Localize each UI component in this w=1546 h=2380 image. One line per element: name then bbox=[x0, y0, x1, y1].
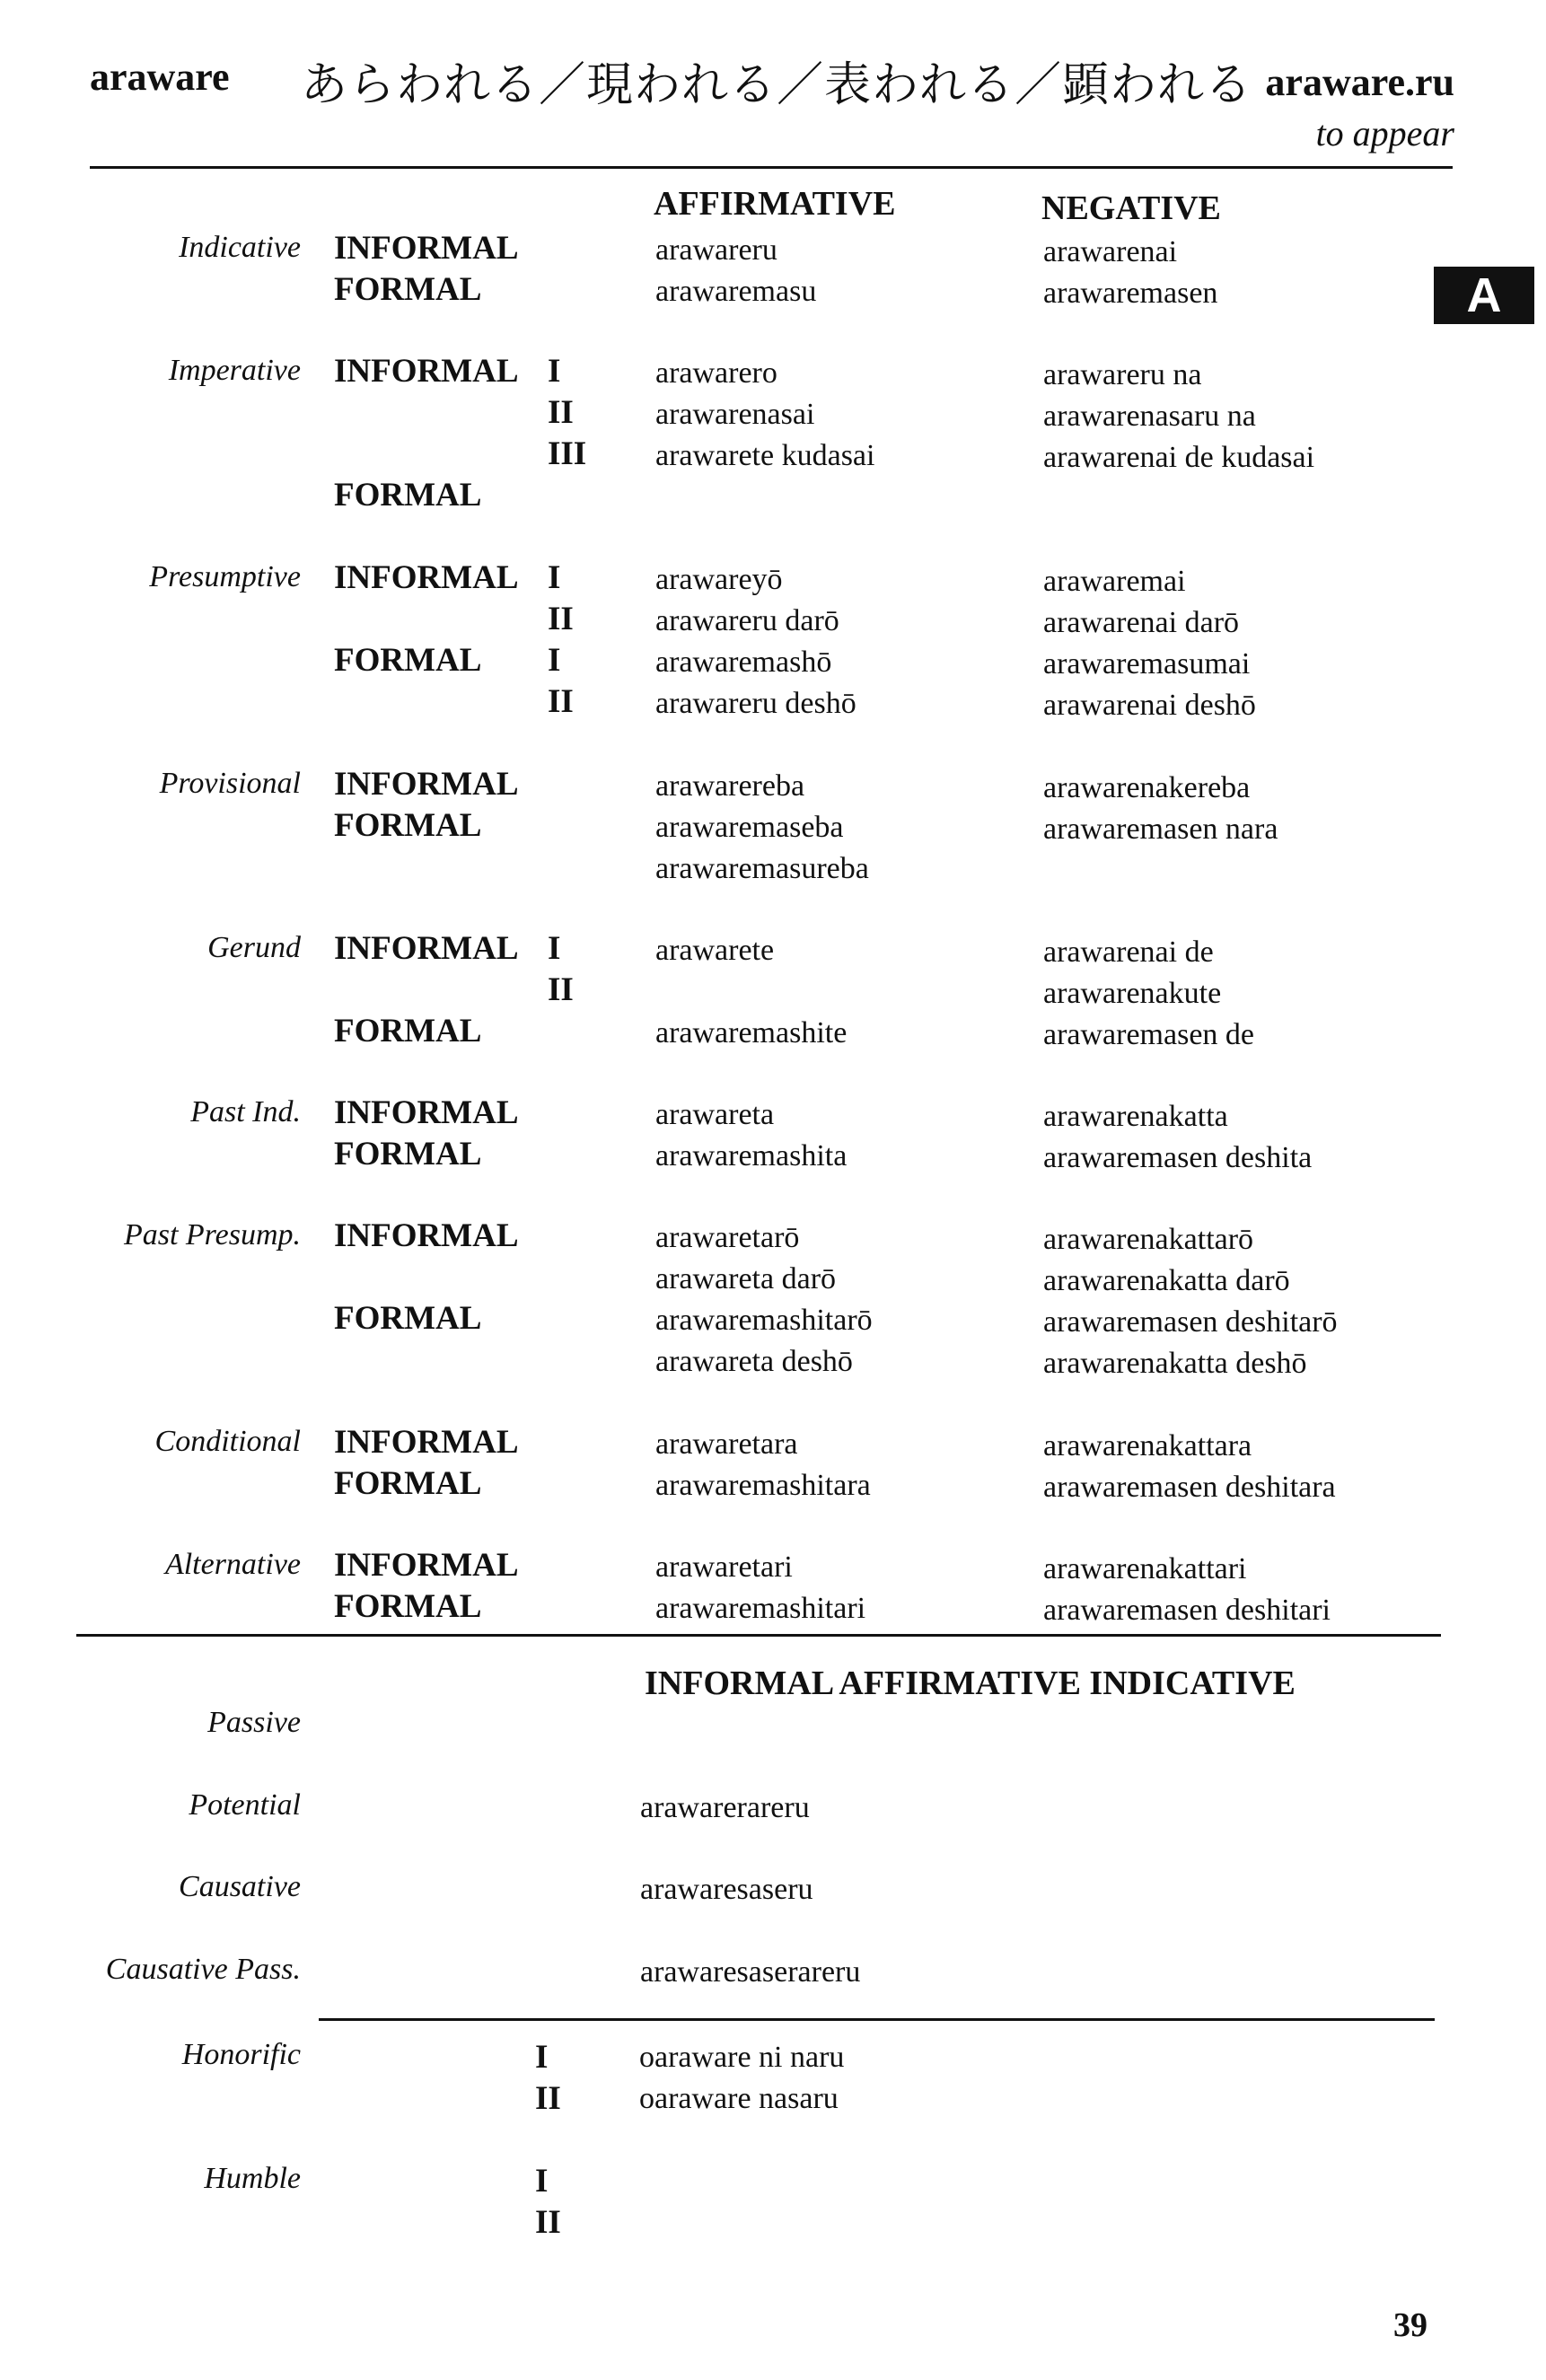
level-label: III bbox=[548, 435, 587, 472]
section-tab: A bbox=[1434, 267, 1534, 324]
affirmative-form: arawaremashitari bbox=[655, 1592, 866, 1625]
derived-category-label: Passive bbox=[207, 1706, 301, 1739]
negative-form: arawarenai deshō bbox=[1043, 689, 1256, 722]
level-label: II bbox=[548, 683, 574, 720]
category-label: Provisional bbox=[159, 767, 301, 800]
derived-category-label: Potential bbox=[189, 1788, 301, 1822]
affirmative-form: arawareta darō bbox=[655, 1262, 837, 1295]
derived-form: arawaresaserareru bbox=[640, 1955, 861, 1989]
category-label: Imperative bbox=[168, 354, 301, 387]
page-number: 39 bbox=[1393, 2306, 1427, 2344]
category-label: Gerund bbox=[207, 931, 301, 964]
register-label: FORMAL bbox=[334, 477, 482, 514]
register-label: INFORMAL bbox=[334, 1424, 519, 1461]
register-label: INFORMAL bbox=[334, 559, 519, 596]
register-label: FORMAL bbox=[334, 1136, 482, 1172]
level-label: I bbox=[548, 642, 561, 679]
negative-form: arawarenakatta bbox=[1043, 1100, 1228, 1133]
negative-form: arawareru na bbox=[1043, 358, 1202, 391]
negative-form: arawaremai bbox=[1043, 565, 1186, 598]
level-label: II bbox=[535, 2080, 561, 2117]
category-label: Alternative bbox=[164, 1548, 301, 1581]
negative-form: arawarenakute bbox=[1043, 977, 1222, 1010]
affirmative-form: arawaremaseba bbox=[655, 811, 844, 844]
affirmative-form: arawaretari bbox=[655, 1550, 793, 1584]
affirmative-form: arawarenasai bbox=[655, 398, 815, 431]
derived-category-label: Causative bbox=[179, 1870, 301, 1903]
page-header bbox=[90, 45, 1454, 112]
affirmative-form: arawareru deshō bbox=[655, 687, 856, 720]
polite-category-label: Humble bbox=[204, 2162, 301, 2195]
dictionary-form: araware.ru bbox=[1265, 60, 1454, 104]
verb-meaning: to appear bbox=[1315, 113, 1454, 154]
affirmative-form: arawarero bbox=[655, 356, 777, 390]
derived-form: arawaresaseru bbox=[640, 1873, 813, 1906]
register-label: FORMAL bbox=[334, 1300, 482, 1337]
affirmative-form: arawaremashita bbox=[655, 1139, 848, 1172]
derived-heading: INFORMAL AFFIRMATIVE INDICATIVE bbox=[645, 1664, 1296, 1702]
affirmative-form: arawaretarō bbox=[655, 1221, 800, 1254]
negative-form: arawaremasen deshita bbox=[1043, 1141, 1313, 1174]
affirmative-form: arawareru darō bbox=[655, 604, 839, 637]
polite-rule bbox=[319, 2018, 1435, 2021]
register-label: FORMAL bbox=[334, 807, 482, 844]
negative-form: arawaremasen bbox=[1043, 277, 1218, 310]
negative-form: arawarenai bbox=[1043, 235, 1178, 268]
level-label: I bbox=[535, 2039, 549, 2076]
register-label: INFORMAL bbox=[334, 930, 519, 967]
category-label: Presumptive bbox=[149, 560, 301, 593]
negative-form: arawaremasen nara bbox=[1043, 812, 1278, 846]
affirmative-form: arawaremasureba bbox=[655, 852, 869, 885]
negative-form: arawarenai darō bbox=[1043, 606, 1240, 639]
register-label: FORMAL bbox=[334, 271, 482, 308]
category-label: Conditional bbox=[154, 1425, 301, 1458]
verb-kana: あらわれる／現われる／表われる／顕われる bbox=[301, 58, 1253, 112]
affirmative-form: arawareta bbox=[655, 1098, 775, 1131]
register-label: FORMAL bbox=[334, 1013, 482, 1049]
affirmative-form: arawareyō bbox=[655, 563, 783, 596]
level-label: II bbox=[548, 394, 574, 431]
category-label: Past Ind. bbox=[190, 1095, 301, 1129]
verb-romaji: araware bbox=[90, 55, 230, 99]
register-label: FORMAL bbox=[334, 642, 482, 679]
derived-form: arawarerareru bbox=[640, 1791, 810, 1824]
affirmative-heading: AFFIRMATIVE bbox=[654, 185, 896, 223]
negative-form: arawaremasen de bbox=[1043, 1018, 1255, 1051]
register-label: INFORMAL bbox=[334, 766, 519, 803]
level-label: I bbox=[548, 930, 561, 967]
level-label: II bbox=[548, 971, 574, 1008]
polite-form: oaraware nasaru bbox=[639, 2082, 839, 2115]
level-label: I bbox=[535, 2163, 549, 2200]
affirmative-form: arawaremasu bbox=[655, 275, 817, 308]
negative-form: arawarenakatta darō bbox=[1043, 1264, 1290, 1297]
negative-form: arawarenakereba bbox=[1043, 771, 1251, 804]
affirmative-form: arawaremashite bbox=[655, 1016, 848, 1049]
negative-form: arawaremasumai bbox=[1043, 647, 1251, 681]
category-label: Indicative bbox=[179, 231, 301, 264]
negative-form: arawarenai de bbox=[1043, 935, 1214, 969]
affirmative-form: arawareta deshō bbox=[655, 1345, 853, 1378]
negative-form: arawarenakatta deshō bbox=[1043, 1347, 1307, 1380]
register-label: INFORMAL bbox=[334, 1547, 519, 1584]
table-bottom-rule bbox=[76, 1634, 1441, 1637]
register-label: INFORMAL bbox=[334, 353, 519, 390]
negative-form: arawarenakattara bbox=[1043, 1429, 1252, 1462]
affirmative-form: arawaremashō bbox=[655, 645, 832, 679]
affirmative-form: arawarete kudasai bbox=[655, 439, 875, 472]
level-label: II bbox=[548, 601, 574, 637]
register-label: INFORMAL bbox=[334, 1217, 519, 1254]
level-label: I bbox=[548, 353, 561, 390]
polite-category-label: Honorific bbox=[181, 2038, 301, 2071]
level-label: I bbox=[548, 559, 561, 596]
affirmative-form: arawareru bbox=[655, 233, 777, 267]
register-label: FORMAL bbox=[334, 1588, 482, 1625]
register-label: FORMAL bbox=[334, 1465, 482, 1502]
negative-form: arawaremasen deshitari bbox=[1043, 1594, 1331, 1627]
negative-heading: NEGATIVE bbox=[1041, 189, 1221, 227]
polite-form: oaraware ni naru bbox=[639, 2041, 845, 2074]
negative-form: arawarenasaru na bbox=[1043, 400, 1256, 433]
negative-form: arawarenai de kudasai bbox=[1043, 441, 1315, 474]
register-label: INFORMAL bbox=[334, 230, 519, 267]
affirmative-form: arawaretara bbox=[655, 1427, 798, 1461]
derived-category-label: Causative Pass. bbox=[105, 1953, 301, 1986]
negative-form: arawaremasen deshitarō bbox=[1043, 1305, 1338, 1339]
affirmative-form: arawarereba bbox=[655, 769, 805, 803]
negative-form: arawarenakattarō bbox=[1043, 1223, 1254, 1256]
register-label: INFORMAL bbox=[334, 1094, 519, 1131]
header-rule bbox=[90, 166, 1453, 169]
category-label: Past Presump. bbox=[123, 1218, 301, 1251]
affirmative-form: arawaremashitara bbox=[655, 1469, 871, 1502]
affirmative-form: arawaremashitarō bbox=[655, 1304, 873, 1337]
level-label: II bbox=[535, 2204, 561, 2241]
negative-form: arawaremasen deshitara bbox=[1043, 1471, 1336, 1504]
affirmative-form: arawarete bbox=[655, 934, 775, 967]
negative-form: arawarenakattari bbox=[1043, 1552, 1247, 1585]
